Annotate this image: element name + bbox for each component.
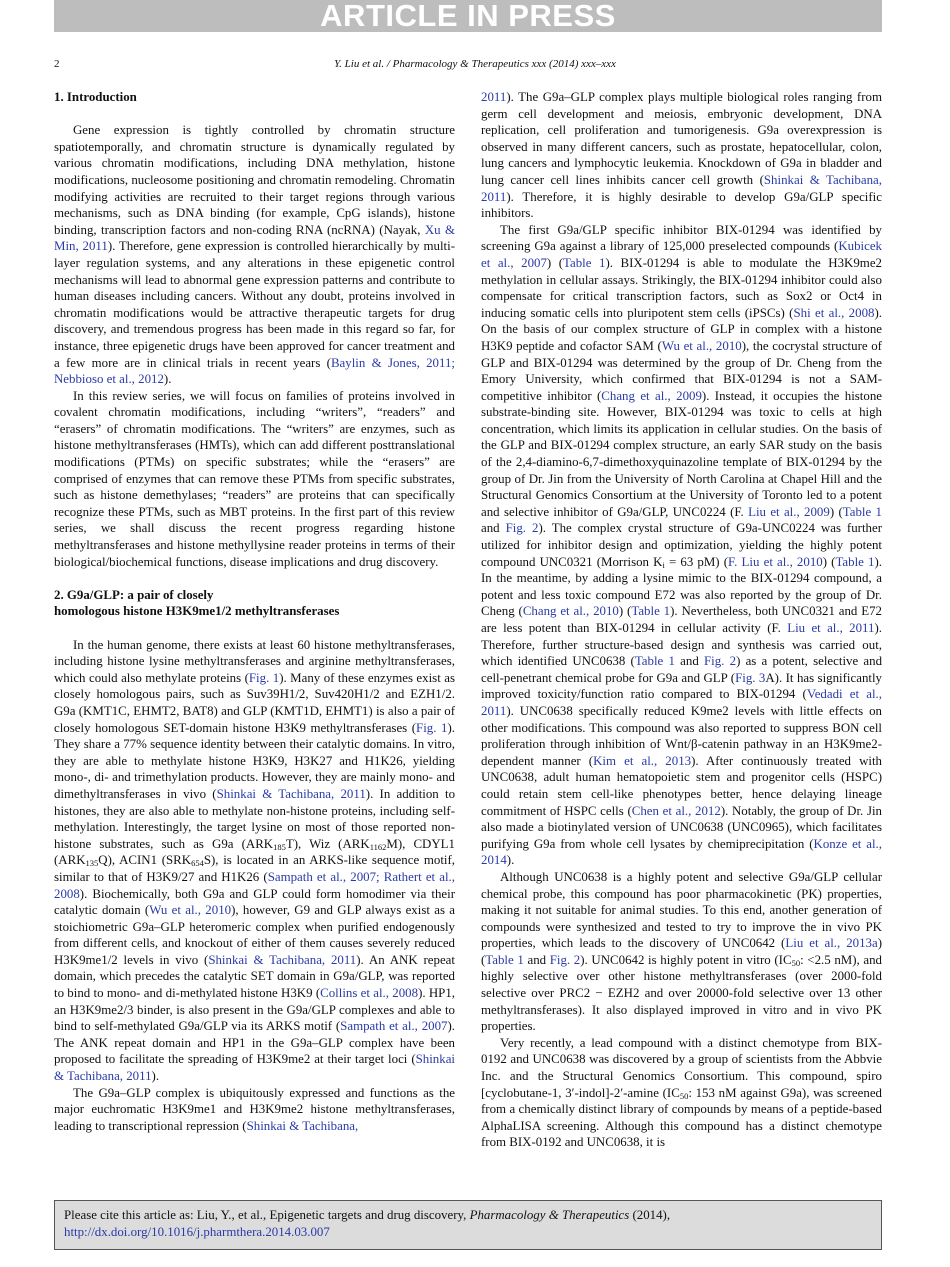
- citation-link[interactable]: Shi et al., 2008: [793, 305, 875, 320]
- intro-body: [54, 122, 455, 570]
- text-run: Although UNC0638 is a highly potent and selective G9a/GLP cellular chemical probe, this compound has poor pharmacokinetic (PK) properties, making it not suitable for animal studies. To this end, another generation of compounds were synthesized and tested to try to improve the in vivo PK properties, which leads to the discovery of UNC0642 (: [481, 869, 882, 951]
- text-run: : <2.5 nM), and highly selective over other histone methyltransferases (over 2000-fold selective over PRC2 − EZH2 and over 20000-fold selective over 13 other methyltransferases). It also displayed improved in vitro and in vivo PK properties.: [481, 952, 883, 1034]
- text-run: ). HP1, an H3K9me2/3 binder, is also present in the G9a/GLP complexes and able to bind to self-methylated G9a/GLP via its ARKS motif (: [54, 986, 456, 1034]
- running-header: Y. Liu et al. / Pharmacology & Therapeutics xxx (2014) xxx–xxx: [334, 58, 616, 70]
- heading-line-1: 2. G9a/GLP: a pair of closely: [54, 587, 214, 602]
- text-run: ). Instead, it occupies the histone substrate-binding site. However, BIX-01294 was toxic to cells at high concentration, which limits its application in cellular studies. On the basis of the GLP and BIX-01294 complex structure, an early SAR study on the basis of the 2,4-diamino-6,7-dimethoxyquinazoline template of BIX-01294 by the group of Dr. Jin from the University of North Carolina at Chapel Hill and the Structural Genomics Consortium at the University of Toronto led to a potent and selective inhibitor of G9a/GLP, UNC0224 (F.: [481, 388, 883, 519]
- text-run: ) (: [822, 554, 836, 569]
- citation-link[interactable]: Vedadi et al., 2011: [481, 687, 882, 718]
- heading-line-2: homologous histone H3K9me1/2 methyltransferases: [54, 604, 340, 619]
- citation-link[interactable]: Chang et al., 2010: [522, 604, 619, 619]
- citation-link[interactable]: Table 1: [835, 554, 875, 569]
- text-run: = 63 pM) (: [664, 554, 729, 569]
- text-run: ). Therefore, gene expression is controlled hierarchically by multi-layer regulation systems, and any alterations in these epigenetic control mechanisms will lead to abnormal gene expression patterns and contribute to human diseases including cancers. Without any doubt, proteins involved in chromatin modifications would be attractive therapeutic targets for drug discovery, and tremendous progress has been made in this regard so far, for instance, three epigenetic drugs have been approved for cancer treatment and a few more are in clinical trials in recent years (: [54, 239, 455, 370]
- citation-link[interactable]: Konze et al., 2014: [481, 836, 882, 868]
- text-run: and: [523, 952, 550, 967]
- paragraph: [54, 122, 455, 388]
- text-run: ). Biochemically, both G9a and GLP could form homodimer via their catalytic domain (: [54, 886, 455, 918]
- text-run: ), the cocrystal structure of GLP and BIX-01294 was determined by the group of Dr. Cheng from the Emory University, which confirmed that BIX-01294 is not a SAM-competitive inhibitor (: [481, 338, 882, 403]
- citation-link[interactable]: Wu et al., 2010: [149, 903, 232, 918]
- subscript: 135: [85, 858, 99, 869]
- text-run: ) (: [618, 604, 632, 619]
- citation-prefix: Please cite this article as: Liu, Y., et al., Epigenetic targets and drug discovery,: [64, 1208, 470, 1222]
- citation-link[interactable]: Kubicek et al., 2007: [481, 239, 882, 270]
- g9a-body-right: [481, 89, 882, 1151]
- text-run: ) (: [546, 255, 564, 270]
- subscript: 185: [273, 841, 286, 852]
- text-run: The G9a–GLP complex is ubiquitously expressed and functions as the major euchromatic H3K9me1 and H3K9me2 histone methyltransferases, leading to transcriptional repression (: [54, 1085, 455, 1133]
- citation-link[interactable]: Shinkai & Tachibana, 2011: [208, 952, 357, 967]
- citation-link[interactable]: Liu et al., 2013a: [785, 936, 878, 951]
- paragraph: [54, 1085, 455, 1135]
- citation-link[interactable]: Wu et al., 2010: [661, 338, 742, 353]
- text-run: ). The complex crystal structure of G9a-UNC0224 was further utilized for inhibitor design and optimization, yielding the highly potent compound UNC0321 (Morrison K: [481, 521, 882, 569]
- text-run: ). They share a 77% sequence identity between their catalytic domains. In vitro, they are able to methylate histone H3K9, H3K27 and H1K26, yielding mono-, di- and trimethylation products. However, they are mainly mono- and dimethyltransferases in vivo (: [54, 720, 455, 801]
- citation-link[interactable]: Fig. 1: [416, 720, 448, 735]
- text-run: ). Many of these enzymes exist as closely homologous pairs, such as Suv39H1/2, Suv420H1/2 and EZH1/2. G9a (KMT1C, EHMT2, BAT8) and GLP (KMT1D, EHMT1) is also a pair of closely homologous SET-domain histone H3K9 methyltransferases (: [54, 670, 455, 735]
- text-run: S), is located in an ARKS-like sequence motif, similar to that of H3K9/27 and H1K26 (: [54, 853, 455, 884]
- text-run: ). Notably, the group of Dr. Jin also made a biotinylated version of UNC0638 (UNC0965), which facilitates purifying G9a from whole cell lysates by chemiprecipitation (: [481, 803, 882, 851]
- text-run: ).: [506, 853, 515, 868]
- citation-link[interactable]: Table 1: [485, 952, 524, 967]
- text-run: M), CDYL1 (ARK: [54, 836, 455, 868]
- citation-link[interactable]: Shinkai & Tachibana, 2011: [216, 786, 366, 801]
- subscript: 654: [191, 858, 204, 869]
- section-heading-g9a-glp: [54, 587, 455, 620]
- citation-link[interactable]: Sampath et al., 2007; Rathert et al., 2008: [54, 869, 456, 901]
- text-run: ). In the meantime, by adding a lysine mimic to the BIX-01294 compound, a potent and less toxic compound E72 was also reported by the group of Dr. Cheng (: [481, 554, 883, 619]
- citation-year: (2014),: [629, 1208, 671, 1222]
- text-run: A). It has significantly improved toxicity/function ratio compared to BIX-01294 (: [481, 670, 883, 702]
- page-number: 2: [54, 58, 60, 70]
- text-run: ). Therefore, it is highly desirable to develop G9a/GLP specific inhibitors.: [481, 189, 882, 221]
- paragraph: [54, 388, 455, 571]
- subscript: i: [662, 559, 665, 570]
- subscript: 50: [679, 1090, 689, 1101]
- g9a-body-left: [54, 637, 455, 1135]
- paragraph: [481, 89, 882, 222]
- citation-link[interactable]: Liu et al., 2009: [748, 504, 830, 519]
- citation-link[interactable]: Fig. 2: [703, 654, 737, 669]
- text-run: ). On the basis of our complex structure of GLP in complex with a histone H3K9 peptide and cofactor SAM (: [481, 305, 882, 353]
- paragraph: [481, 222, 882, 869]
- text-run: ). In addition to histones, they are also able to methylate non-histone proteins, including self-methylation. Interestingly, the target lysine on most of those reported non-histone substrates, such as G9a (ARK: [54, 786, 456, 851]
- text-run: ) as a potent, selective and cell-penetrant chemical probe for G9a and GLP (: [481, 654, 883, 685]
- citation-link[interactable]: Shinkai & Tachibana, 2011: [481, 172, 882, 204]
- text-run: In this review series, we will focus on families of proteins involved in covalent chromatin modifications, including “writers”, “readers” and “erasers” of chromatin modifications. The “writers” are enzymes, such as histone methyltransferases (HMTs), which can add different posttranslational modifications (PTMs) on specific substrates; while the “erasers” are comprised of enzymes that can remove these PTMs from specific substrates, such as histone demethylases; “readers” are proteins that can specifically recognize these PTMs, such as MBT proteins. In the first part of this review series, we shall discuss the recent progress regarding histone methyltransferases and histone methyllysine reader proteins in terms of their biological/biochemical functions, disease implications and drug discovery.: [54, 388, 455, 569]
- citation-link[interactable]: Baylin & Jones, 2011; Nebbioso et al., 2012: [54, 355, 455, 387]
- text-run: In the human genome, there exists at least 60 histone methyltransferases, including histone lysine methyltransferases and arginine methyltransferases, which could also methylate proteins (: [54, 637, 455, 685]
- paragraph: [481, 869, 882, 1035]
- text-run: ). Nevertheless, both UNC0321 and E72 are less potent than BIX-01294 in cellular activity (F.: [481, 604, 883, 635]
- citation-link[interactable]: Fig. 3: [735, 670, 766, 685]
- right-column: [481, 89, 882, 1151]
- text-run: Very recently, a lead compound with a distinct chemotype from BIX-0192 and UNC0638 was discovered by a group of scientists from the Abbvie Inc. and the Structural Genomics Consortium. This compound, spiro [cyclobutane-1, 3′-indol]-2′-amine (IC: [481, 1035, 882, 1100]
- text-run: and: [674, 654, 704, 669]
- citation-link[interactable]: Table 1: [631, 604, 671, 619]
- text-run: ). An ANK repeat domain, which precedes the catalytic SET domain in G9a/GLP, was reported to bind to mono- and di-methylated histone H3K9 (: [54, 952, 455, 1001]
- text-run: ). UNC0642 is highly potent in vitro (IC: [580, 952, 792, 967]
- paragraph: [481, 1035, 882, 1151]
- text-run: Gene expression is tightly controlled by chromatin structure spatiotemporally, and chromatin structure is dynamically regulated by various chromatin modifications, including DNA methylation, histone modifications, nucleosome positioning and chromatin remodeling. Chromatin modifying activities are recruited to their target regions through various mechanisms, such as DNA binding (for example, CpG islands), histone binding, transcription factors and non-coding RNA (ncRNA) (Nayak,: [54, 123, 455, 237]
- text-run: and: [481, 521, 506, 536]
- citation-box: [54, 1200, 882, 1250]
- citation-link[interactable]: Fig. 2: [505, 521, 539, 536]
- article-in-press-banner: ARTICLE IN PRESS: [54, 0, 882, 32]
- text-run: ) (: [481, 936, 882, 967]
- citation-journal: Pharmacology & Therapeutics: [469, 1208, 630, 1222]
- citation-link[interactable]: Sampath et al., 2007: [340, 1019, 448, 1034]
- left-column: [54, 89, 455, 1134]
- paragraph: [54, 637, 455, 1085]
- citation-link[interactable]: Table 1: [634, 654, 675, 669]
- citation-link[interactable]: Shinkai & Tachibana, 2011: [54, 1052, 455, 1084]
- citation-link[interactable]: Fig. 1: [248, 670, 280, 685]
- text-run: T), Wiz (ARK: [285, 836, 370, 851]
- citation-link[interactable]: F. Liu et al., 2010: [728, 554, 823, 569]
- citation-link[interactable]: Shinkai & Tachibana,: [246, 1118, 359, 1133]
- text-run: The first G9a/GLP specific inhibitor BIX-01294 was identified by screening G9a against a library of 125,000 preselected compounds (: [481, 222, 882, 254]
- citation-link[interactable]: Collins et al., 2008: [320, 986, 419, 1001]
- text-run: ).: [151, 1069, 160, 1084]
- text-run: Q), ACIN1 (SRK: [98, 853, 192, 868]
- subscript: 50: [791, 957, 801, 968]
- citation-link[interactable]: 2011: [481, 90, 507, 104]
- text-run: ) (: [829, 504, 843, 519]
- citation-link[interactable]: Table 1: [842, 504, 882, 519]
- text-run: : 153 nM against G9a), was screened from a chemically distinct library of compounds by means of a peptide-based AlphaLISA screening. Although this compound has a distinct chemotype from BIX-0192 and UNC0638, it is: [481, 1085, 882, 1150]
- text-run: ). The G9a–GLP complex plays multiple biological roles ranging from germ cell development and meiosis, embryonic development, DNA replication, cell proliferation and tumorigenesis. G9a overexpression is observed in many different cancers, such as prostate, hepatocellular, colon, lung cancers and lymphocytic leukemia. Knockdown of G9a in bladder and lung cancer cell lines inhibits cancer cell growth (: [481, 90, 882, 187]
- section-heading-introduction: 1. Introduction: [54, 90, 137, 104]
- text-run: ). After continuously treated with UNC0638, adult human hematopoietic stem and progenitor cells (HSPC) could retain stem cell-like phenotypes better, hence delaying lineage commitment of HSPC cells (: [481, 753, 882, 818]
- citation-link[interactable]: Fig. 2: [549, 952, 581, 967]
- citation-link[interactable]: Chen et al., 2012: [631, 803, 721, 818]
- text-run: ). BIX-01294 is able to modulate the H3K9me2 methylation in cellular assays. Strikingly, the BIX-01294 inhibitor could also compensate for critical transcription factors, such as Sox2 or Oct4 in inducing somatic cells into pluripotent stem cells (iPSCs) (: [481, 255, 882, 320]
- text-run: ). The ANK repeat domain and HP1 in the G9a–GLP complex have been proposed to facilitate the spreading of H3K9me2 at their target loci (: [54, 1019, 455, 1067]
- subscript: 1162: [369, 841, 387, 852]
- text-run: ). Therefore, further structure-based design and synthesis was carried out, which identified UNC0638 (: [481, 621, 882, 669]
- citation-link[interactable]: Xu & Min, 2011: [54, 222, 455, 254]
- citation-link[interactable]: Table 1: [563, 255, 606, 270]
- text-run: ). UNC0638 specifically reduced K9me2 levels with little effects on other modifications. This compound was also reported to suppress BON cell proliferation through inhibition of Wnt/β-catenin pathway in an H3K9me2-dependent manner (: [481, 703, 882, 768]
- citation-link[interactable]: Kim et al., 2013: [593, 753, 692, 768]
- text-run: ).: [163, 372, 172, 387]
- text-run: ), however, G9 and GLP always exist as a stoichiometric G9a–GLP heteromeric complex when purified endogenously from different cells, and knockout of either of them causes severely reduced H3K9me1/2 levels in vivo (: [54, 903, 455, 967]
- citation-link[interactable]: Chang et al., 2009: [601, 388, 702, 403]
- doi-link[interactable]: http://dx.doi.org/10.1016/j.pharmthera.2014.03.007: [64, 1225, 330, 1239]
- citation-link[interactable]: Liu et al., 2011: [787, 621, 875, 635]
